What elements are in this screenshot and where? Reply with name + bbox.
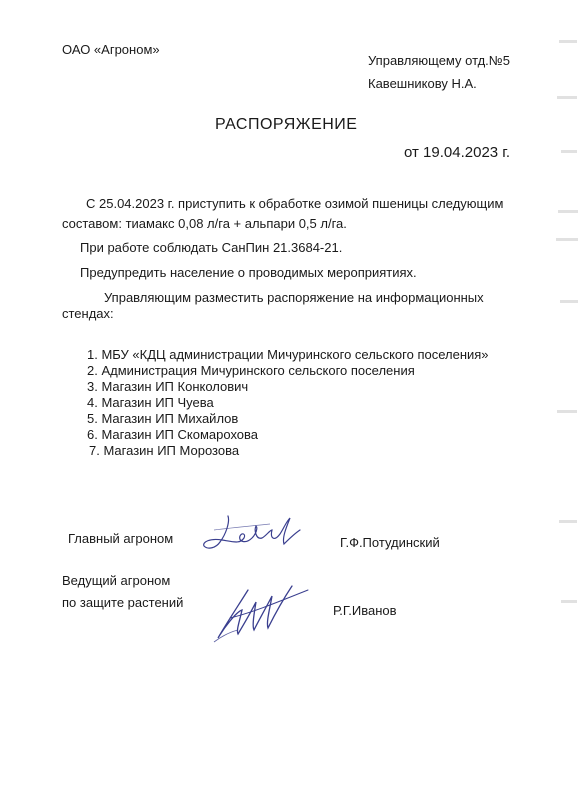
lead-agronomist-title-line-2: по защите растений <box>62 595 184 610</box>
paragraph-4-line-1: Управляющим разместить распоряжение на информационных <box>104 290 484 305</box>
paragraph-1-line-2: составом: тиамакс 0,08 л/га + альпари 0,5 л/га. <box>62 216 347 231</box>
paragraph-2: При работе соблюдать СанПин 21.3684-21. <box>80 240 343 255</box>
lead-agronomist-name: Р.Г.Иванов <box>333 603 397 618</box>
lead-agronomist-title-line-1: Ведущий агроном <box>62 573 171 588</box>
list-item: 2. Администрация Мичуринского сельского поселения <box>87 363 415 378</box>
document-title: РАСПОРЯЖЕНИЕ <box>215 116 358 133</box>
list-item: 6. Магазин ИП Скомарохова <box>87 427 259 442</box>
list-item: 3. Магазин ИП Конколович <box>87 379 249 394</box>
list-item: 1. МБУ «КДЦ администрации Мичуринского сельского поселения» <box>87 347 489 362</box>
paragraph-3: Предупредить население о проводимых мероприятиях. <box>80 265 417 280</box>
addressee-name: Кавешникову Н.А. <box>368 76 477 91</box>
paragraph-1-line-1: С 25.04.2023 г. приступить к обработке озимой пшеницы следующим <box>86 196 504 211</box>
list-item: 7. Магазин ИП Морозова <box>89 443 240 458</box>
scan-bleed-through <box>555 0 581 800</box>
document-date: от 19.04.2023 г. <box>404 144 511 161</box>
chief-agronomist-title: Главный агроном <box>68 531 174 546</box>
chief-signature-icon <box>200 508 320 558</box>
chief-agronomist-name: Г.Ф.Потудинский <box>340 535 440 550</box>
organization-name: ОАО «Агроном» <box>62 42 160 57</box>
list-item: 4. Магазин ИП Чуева <box>87 395 214 410</box>
addressee-position: Управляющему отд.№5 <box>368 53 510 68</box>
list-item: 5. Магазин ИП Михайлов <box>87 411 239 426</box>
lead-signature-icon <box>208 572 318 652</box>
paragraph-4-line-2: стендах: <box>62 306 114 321</box>
